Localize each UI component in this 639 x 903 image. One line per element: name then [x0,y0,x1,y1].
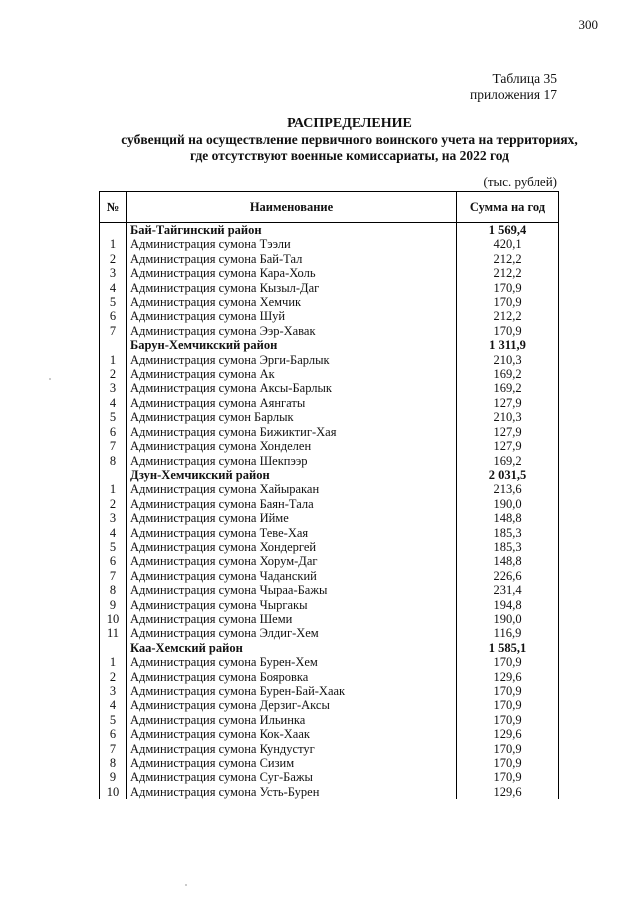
row-sum: 129,6 [457,785,559,799]
table-row [100,785,559,799]
row-number: 2 [100,252,127,266]
row-name: Администрация сумона Бурен-Хем [127,655,457,669]
row-name: Администрация сумона Шуй [127,309,457,323]
header-number: № [100,192,127,223]
row-sum: 231,4 [457,583,559,597]
title-main: РАСПРЕДЕЛЕНИЕ [287,116,412,131]
row-sum: 210,3 [457,410,559,424]
table-row [100,698,559,712]
table-row [100,670,559,684]
document-title [60,116,639,164]
table-row [100,770,559,784]
row-name: Администрация сумона Ильинка [127,713,457,727]
row-number: 10 [100,785,127,799]
row-sum: 169,2 [457,367,559,381]
row-number: 5 [100,410,127,424]
row-sum: 190,0 [457,612,559,626]
row-name: Администрация сумона Шеми [127,612,457,626]
table-row [100,237,559,251]
row-sum: 169,2 [457,454,559,468]
row-number [100,468,127,482]
table-row [100,742,559,756]
table-body [100,223,559,800]
table-header-row [100,192,559,223]
row-name: Администрация сумона Хорум-Даг [127,554,457,568]
row-number: 7 [100,569,127,583]
row-number: 8 [100,454,127,468]
district-row [100,223,559,238]
row-number: 1 [100,353,127,367]
row-number: 8 [100,756,127,770]
table-row [100,353,559,367]
row-sum: 194,8 [457,598,559,612]
row-name: Бай-Тайгинский район [127,223,457,238]
row-number: 4 [100,396,127,410]
page-number: 300 [578,17,598,32]
row-sum: 210,3 [457,353,559,367]
row-name: Администрация сумона Бурен-Бай-Хаак [127,684,457,698]
row-sum: 169,2 [457,381,559,395]
district-row [100,468,559,482]
row-name: Администрация сумона Хондергей [127,540,457,554]
row-name: Администрация сумона Ак [127,367,457,381]
row-number: 6 [100,309,127,323]
row-number: 3 [100,381,127,395]
row-name: Администрация сумона Кок-Хаак [127,727,457,741]
row-name: Администрация сумона Бояровка [127,670,457,684]
row-number: 6 [100,554,127,568]
row-sum: 129,6 [457,727,559,741]
table-row [100,756,559,770]
row-sum: 226,6 [457,569,559,583]
row-name: Администрация сумона Суг-Бажы [127,770,457,784]
row-number: 1 [100,482,127,496]
row-number: 9 [100,770,127,784]
district-row [100,338,559,352]
row-number: 1 [100,237,127,251]
table-row [100,526,559,540]
table-row [100,626,559,640]
row-sum: 170,9 [457,684,559,698]
row-number: 4 [100,281,127,295]
row-number: 7 [100,439,127,453]
row-name: Администрация сумона Тээли [127,237,457,251]
row-name: Администрация сумона Хайыракан [127,482,457,496]
row-number [100,641,127,655]
row-name: Администрация сумона Ийме [127,511,457,525]
table-row [100,381,559,395]
distribution-table [99,191,559,799]
scan-speck [49,378,51,380]
row-name: Администрация сумона Бижиктиг-Хая [127,425,457,439]
row-name: Администрация сумона Баян-Тала [127,497,457,511]
table-row [100,309,559,323]
table-row [100,569,559,583]
table-row [100,454,559,468]
row-name: Администрация сумона Кундустуг [127,742,457,756]
table-row [100,367,559,381]
row-number: 2 [100,497,127,511]
row-name: Администрация сумона Кара-Холь [127,266,457,280]
row-name: Администрация сумона Аксы-Барлык [127,381,457,395]
table-row [100,295,559,309]
table-reference [470,71,557,103]
table-row [100,598,559,612]
row-sum: 1 569,4 [457,223,559,238]
row-number: 3 [100,266,127,280]
row-name: Администрация сумона Чыргакы [127,598,457,612]
row-name: Администрация сумон Барлык [127,410,457,424]
row-sum: 213,6 [457,482,559,496]
row-name: Администрация сумона Кызыл-Даг [127,281,457,295]
row-number: 11 [100,626,127,640]
table-row [100,554,559,568]
row-sum: 127,9 [457,396,559,410]
row-name: Администрация сумона Чыраа-Бажы [127,583,457,597]
title-subtitle-line-1: субвенций на осуществление первичного воинского учета на территориях, [121,132,578,147]
table-row [100,482,559,496]
row-name: Администрация сумона Теве-Хая [127,526,457,540]
row-sum: 116,9 [457,626,559,640]
table-row [100,281,559,295]
row-number: 2 [100,367,127,381]
row-sum: 148,8 [457,511,559,525]
table-row [100,266,559,280]
row-name: Администрация сумона Ээр-Хавак [127,324,457,338]
row-name: Администрация сумона Чаданский [127,569,457,583]
row-name: Дзун-Хемчикский район [127,468,457,482]
table-row [100,655,559,669]
table-row [100,684,559,698]
row-sum: 190,0 [457,497,559,511]
row-number: 5 [100,540,127,554]
row-sum: 170,9 [457,770,559,784]
row-number: 1 [100,655,127,669]
table-row [100,612,559,626]
row-sum: 170,9 [457,756,559,770]
table-row [100,540,559,554]
row-name: Администрация сумона Бай-Тал [127,252,457,266]
row-number: 2 [100,670,127,684]
row-sum: 127,9 [457,439,559,453]
row-name: Барун-Хемчикский район [127,338,457,352]
table-number: Таблица 35 [492,71,557,86]
row-sum: 170,9 [457,713,559,727]
header-sum: Сумма на год [457,192,559,223]
row-number: 3 [100,684,127,698]
row-number [100,223,127,238]
table-row [100,425,559,439]
row-sum: 129,6 [457,670,559,684]
row-number: 4 [100,526,127,540]
row-sum: 185,3 [457,540,559,554]
table-row [100,396,559,410]
row-number: 6 [100,727,127,741]
row-sum: 170,9 [457,698,559,712]
table-row [100,713,559,727]
table-row [100,439,559,453]
row-sum: 185,3 [457,526,559,540]
row-sum: 170,9 [457,742,559,756]
row-name: Администрация сумона Аянгаты [127,396,457,410]
row-name: Администрация сумона Сизим [127,756,457,770]
row-sum: 420,1 [457,237,559,251]
row-sum: 170,9 [457,324,559,338]
row-name: Администрация сумона Элдиг-Хем [127,626,457,640]
table-row [100,727,559,741]
row-number: 5 [100,713,127,727]
table-row [100,511,559,525]
row-number: 3 [100,511,127,525]
row-number [100,338,127,352]
title-subtitle-line-2: где отсутствуют военные комиссариаты, на 2022 год [190,148,509,163]
row-number: 9 [100,598,127,612]
table-row [100,583,559,597]
row-sum: 170,9 [457,295,559,309]
row-name: Администрация сумона Шекпээр [127,454,457,468]
table-row [100,252,559,266]
row-number: 10 [100,612,127,626]
row-sum: 170,9 [457,281,559,295]
scan-speck [185,884,187,886]
row-sum: 148,8 [457,554,559,568]
row-sum: 212,2 [457,309,559,323]
row-number: 8 [100,583,127,597]
row-sum: 212,2 [457,266,559,280]
table-row [100,410,559,424]
district-row [100,641,559,655]
row-number: 7 [100,742,127,756]
row-name: Администрация сумона Дерзиг-Аксы [127,698,457,712]
row-sum: 1 585,1 [457,641,559,655]
units-label: (тыс. рублей) [483,174,557,189]
row-name: Администрация сумона Хонделен [127,439,457,453]
row-sum: 127,9 [457,425,559,439]
row-name: Администрация сумона Усть-Бурен [127,785,457,799]
table-row [100,497,559,511]
row-number: 4 [100,698,127,712]
row-sum: 2 031,5 [457,468,559,482]
row-name: Администрация сумона Эрги-Барлык [127,353,457,367]
row-number: 6 [100,425,127,439]
header-name: Наименование [127,192,457,223]
appendix-number: приложения 17 [469,87,557,102]
row-number: 7 [100,324,127,338]
row-sum: 212,2 [457,252,559,266]
row-sum: 1 311,9 [457,338,559,352]
row-sum: 170,9 [457,655,559,669]
row-name: Каа-Хемский район [127,641,457,655]
row-number: 5 [100,295,127,309]
row-name: Администрация сумона Хемчик [127,295,457,309]
table-row [100,324,559,338]
